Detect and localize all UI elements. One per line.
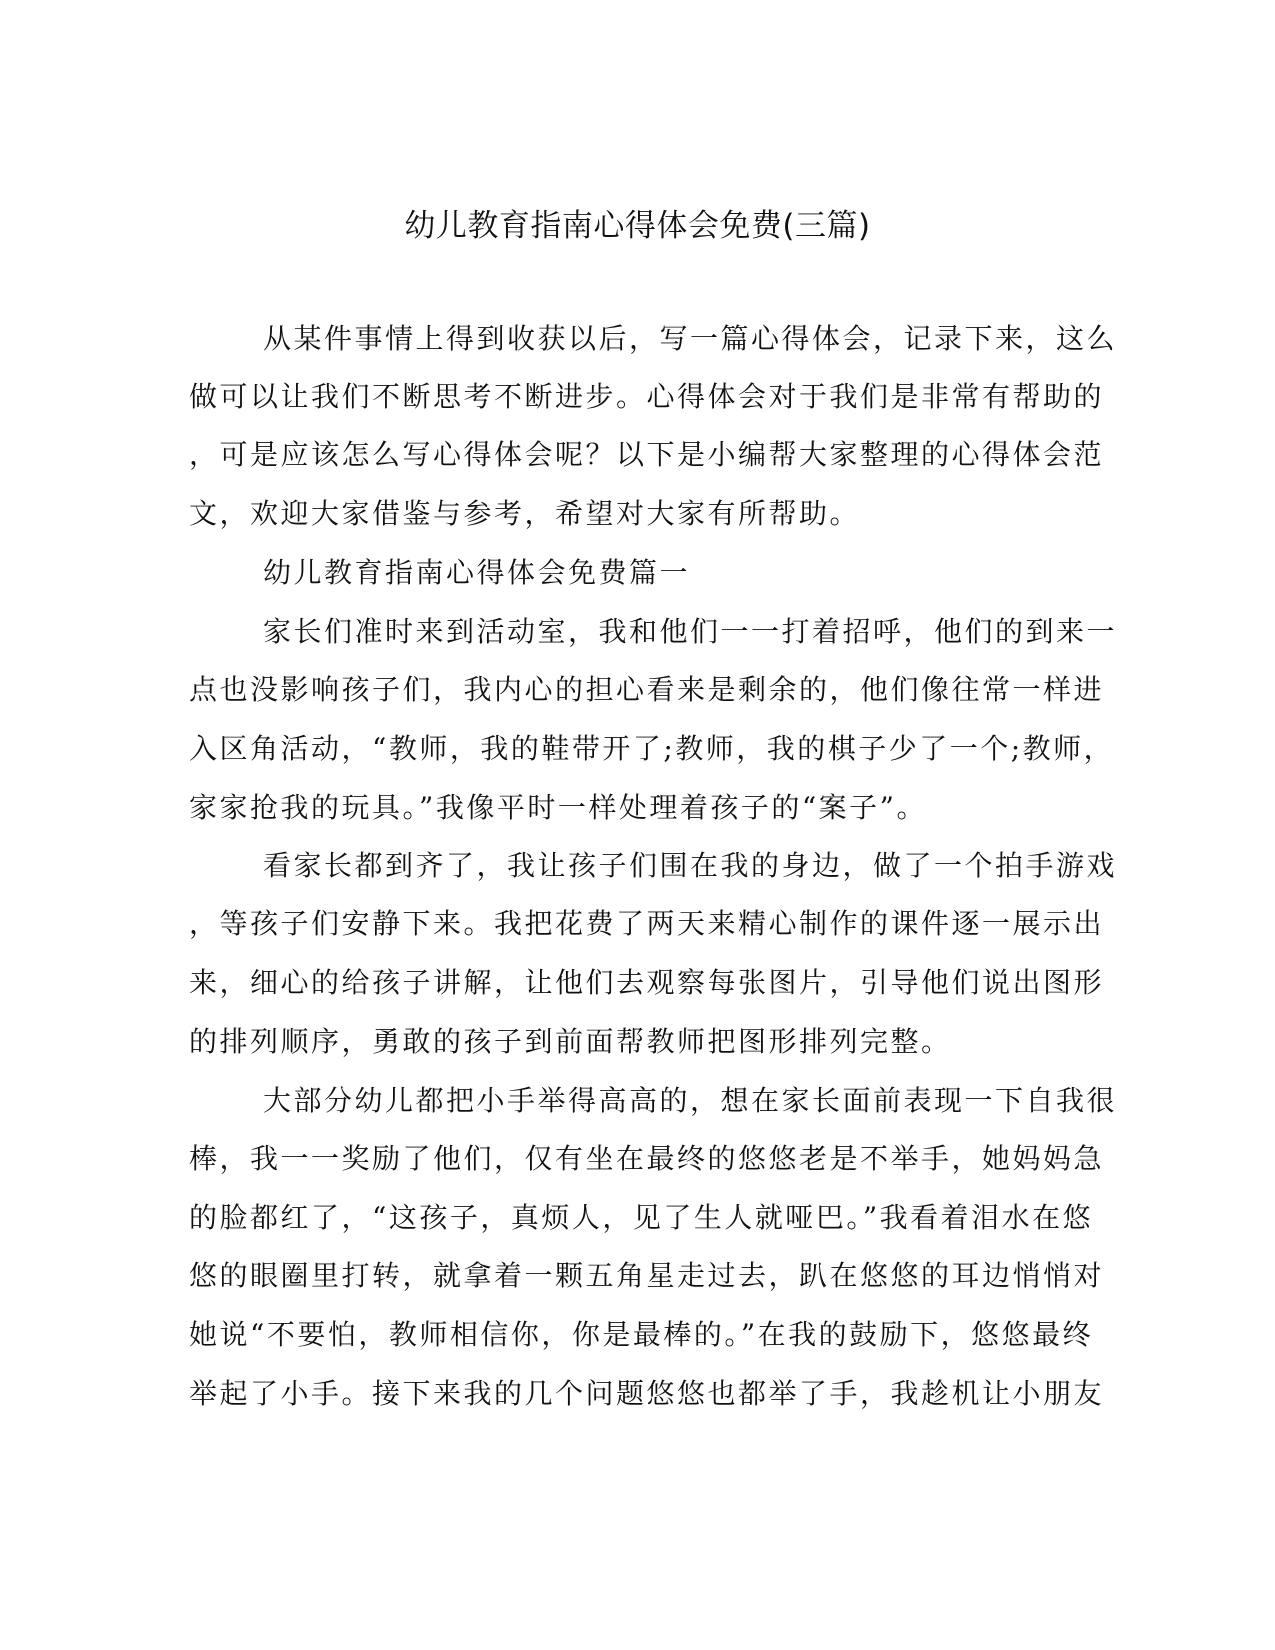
paragraph-line: 的排列顺序，勇敢的孩子到前面帮教师把图形排列完整。 [189,1025,952,1058]
paragraph-line: 做可以让我们不断思考不断进步。心得体会对于我们是非常有帮助的 [189,380,1105,413]
paragraph-line: 的脸都红了，“这孩子，真烦人，见了生人就哑巴。”我看着泪水在悠 [189,1201,1094,1234]
paragraph-line: 棒，我一一奖励了他们，仅有坐在最终的悠悠老是不举手，她妈妈急 [189,1142,1105,1175]
paragraph-line: 悠的眼圈里打转，就拿着一颗五角星走过去，趴在悠悠的耳边悄悄对 [189,1259,1105,1292]
paragraph-line: 文，欢迎大家借鉴与参考，希望对大家有所帮助。 [189,497,861,530]
paragraph-line: 从某件事情上得到收获以后，写一篇心得体会，记录下来，这么 [263,322,1118,355]
paragraph-line: 家长们准时来到活动室，我和他们一一打着招呼，他们的到来一 [263,615,1118,648]
paragraph-line: 家家抢我的玩具。”我像平时一样处理着孩子的“案子”。 [189,791,927,824]
paragraph-line: 来，细心的给孩子讲解，让他们去观察每张图片，引导他们说出图形 [189,966,1105,999]
document-title: 幼儿教育指南心得体会免费(三篇) [404,208,871,244]
paragraph-line: ，等孩子们安静下来。我把花费了两天来精心制作的课件逐一展示出 [189,907,1105,940]
paragraph-line: 点也没影响孩子们，我内心的担心看来是剩余的，他们像往常一样进 [189,673,1105,706]
paragraph-line: 大部分幼儿都把小手举得高高的，想在家长面前表现一下自我很 [263,1084,1118,1117]
paragraph-line: 举起了小手。接下来我的几个问题悠悠也都举了手，我趁机让小朋友 [189,1377,1105,1410]
paragraph-line: 她说“不要怕，教师相信你，你是最棒的。”在我的鼓励下，悠悠最终 [189,1318,1094,1351]
paragraph-line: ，可是应该怎么写心得体会呢？以下是小编帮大家整理的心得体会范 [189,438,1105,471]
paragraph-line: 看家长都到齐了，我让孩子们围在我的身边，做了一个拍手游戏 [263,849,1118,882]
paragraph-line: 入区角活动，“教师，我的鞋带开了;教师，我的棋子少了一个;教师， [189,732,1115,765]
section-heading: 幼儿教育指南心得体会免费篇一 [263,556,691,589]
